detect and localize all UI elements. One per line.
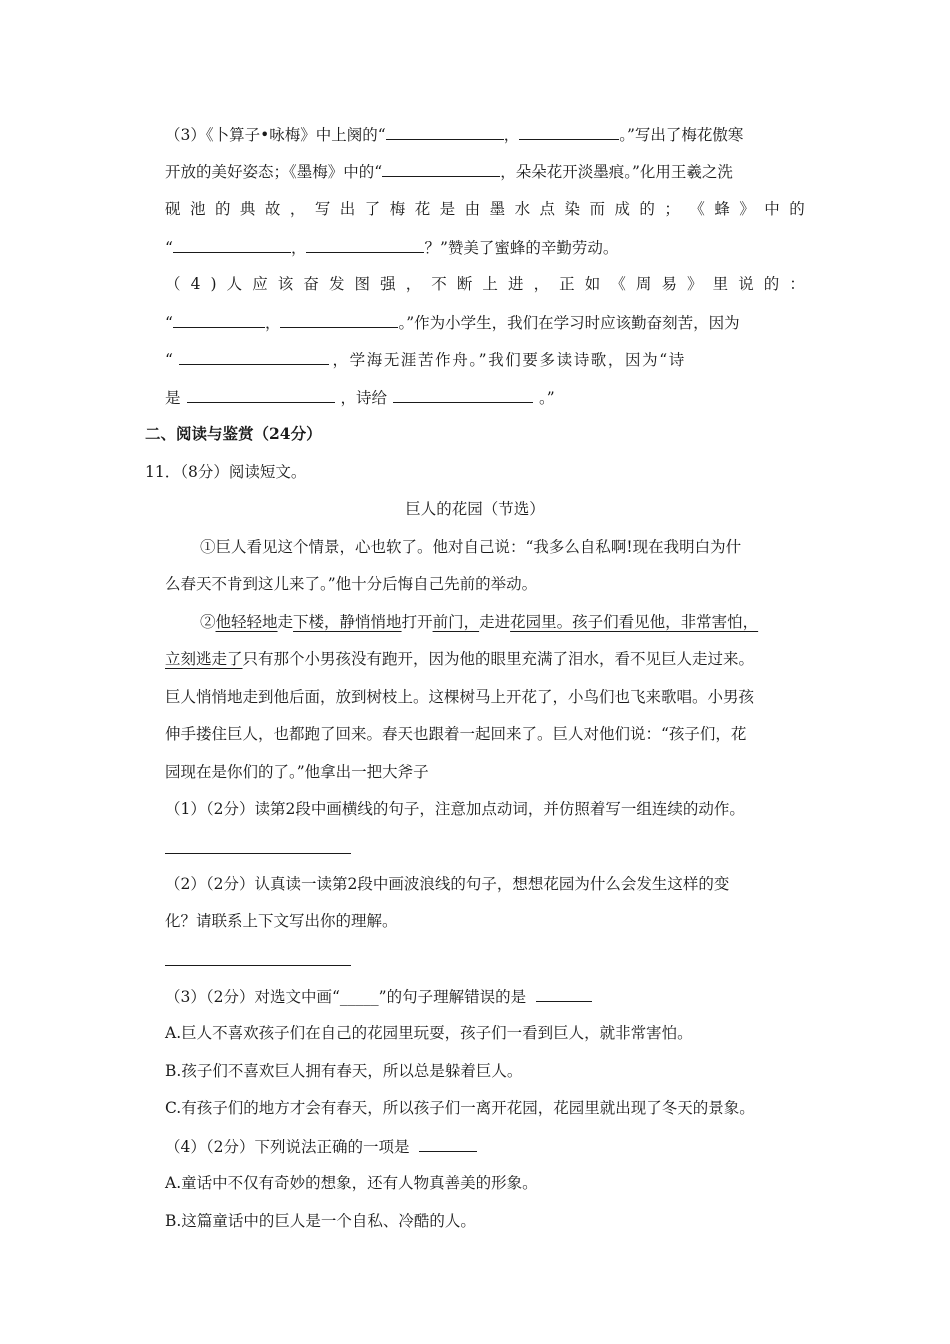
- justified-char: 了: [364, 200, 381, 218]
- underlined-phrase: 他轻轻地: [215, 613, 278, 631]
- q4-line-1: [165, 273, 805, 295]
- answer-blank[interactable]: [519, 123, 619, 140]
- passage-p2-line-4: 伸手搂住巨人，也都跑了回来。春天也跟着一起回来了。巨人对他们说：“孩子们，花: [165, 725, 747, 743]
- justified-char: ，: [289, 200, 306, 218]
- justified-char: 》: [739, 200, 755, 218]
- q11-intro: 11．（8分）阅读短文。: [145, 463, 307, 481]
- justified-char: 水: [514, 200, 531, 218]
- justified-char: 的: [214, 200, 231, 218]
- underlined-phrase: 前门，: [432, 613, 480, 631]
- justified-char: ): [210, 275, 217, 293]
- justified-char: 而: [589, 200, 605, 218]
- justified-char: 说: [738, 275, 754, 293]
- justified-char: 《: [689, 200, 705, 218]
- answer-line[interactable]: [165, 965, 351, 966]
- justified-char: 周: [635, 275, 652, 293]
- justified-char: 出: [339, 200, 356, 218]
- q4-line-4: 是 ，诗给 。”: [165, 386, 950, 409]
- justified-char: 的: [639, 200, 655, 218]
- passage-p1-line-1: ①巨人看见这个情景，心也软了。他对自己说：“我多么自私啊!现在我明白为什: [200, 538, 742, 556]
- passage-p2-line-1: ②他轻轻地走下楼，静悄悄地打开前门，走进花园里。孩子们看见他，非常害怕，: [200, 613, 759, 631]
- justified-char: 的: [789, 200, 805, 218]
- justified-char: 奋: [303, 275, 319, 293]
- q3-text: （3）《卜算子•咏梅》中上阕的“: [165, 126, 386, 144]
- passage-p1-line-2: 么春天不肯到这儿来了。”他十分后悔自己先前的举动。: [165, 575, 538, 593]
- answer-blank[interactable]: [280, 311, 398, 328]
- justified-char: ；: [664, 200, 680, 218]
- justified-char: 中: [764, 200, 780, 218]
- q3-line-3: [165, 198, 805, 220]
- answer-blank[interactable]: [419, 1135, 477, 1152]
- justified-char: 点: [539, 200, 556, 218]
- answer-blank[interactable]: [393, 386, 533, 403]
- q11-sub4: （4）（2分）下列说法正确的一项是: [165, 1135, 950, 1158]
- justified-char: 应: [252, 275, 268, 293]
- justified-char: 由: [464, 200, 481, 218]
- justified-char: 不: [431, 275, 447, 293]
- justified-char: 如: [584, 275, 601, 293]
- section-heading: 二、阅读与鉴赏（24分）: [145, 424, 322, 443]
- justified-char: ，: [533, 275, 550, 293]
- justified-char: 花: [414, 200, 431, 218]
- justified-char: 图: [354, 275, 371, 293]
- justified-char: 的: [763, 275, 780, 293]
- justified-char: 成: [614, 200, 630, 218]
- underlined-phrase: 下楼，静悄悄地: [293, 613, 402, 631]
- answer-line[interactable]: [165, 853, 351, 854]
- answer-blank[interactable]: [382, 160, 500, 177]
- passage-p2-line-2: 立刻逃走了只有那个小男孩没有跑开，因为他的眼里充满了泪水，看不见巨人走过来。: [165, 650, 755, 668]
- justified-char: 池: [189, 200, 206, 218]
- q11-sub3-option-c: C.有孩子们的地方才会有春天，所以孩子们一离开花园，花园里就出现了冬天的景象。: [165, 1099, 755, 1117]
- justified-char: 蜂: [714, 200, 730, 218]
- underlined-phrase: 花园里。孩子们看见他，非常害怕，: [510, 613, 759, 631]
- justified-char: 故: [264, 200, 281, 218]
- answer-blank[interactable]: [179, 348, 329, 365]
- justified-char: 上: [482, 275, 498, 293]
- answer-blank[interactable]: [306, 236, 424, 253]
- q11-sub2-line-2: 化？请联系上下文写出你的理解。: [165, 912, 398, 930]
- passage-p2-line-3: 巨人悄悄地走到他后面，放到树枝上。这棵树马上开花了，小鸟们也飞来歌唱。小男孩: [165, 688, 755, 706]
- q11-sub3: （3）（2分）对选文中画“_____”的句子理解错误的是: [165, 985, 950, 1008]
- justified-char: 易: [661, 275, 677, 293]
- justified-char: 墨: [489, 200, 506, 218]
- passage-p2-line-5: 园现在是你们的了。”他拿出一把大斧子: [165, 763, 429, 781]
- justified-char: 是: [439, 200, 456, 218]
- justified-char: 梅: [389, 200, 406, 218]
- q11-sub3-option-b: B.孩子们不喜欢巨人拥有春天，所以总是躲着巨人。: [165, 1062, 523, 1080]
- underlined-phrase: 立刻逃走了: [165, 650, 243, 668]
- q11-sub2-line-1: （2）（2分）认真读一读第2段中画波浪线的句子，想想花园为什么会发生这样的变: [165, 875, 730, 893]
- justified-char: 砚: [165, 200, 181, 218]
- justified-char: 人: [226, 275, 243, 293]
- justified-char: ，: [405, 275, 422, 293]
- q3-line-4: “ ， ？”赞美了蜜蜂的辛勤劳动。: [165, 236, 950, 259]
- q11-sub4-option-b: B.这篇童话中的巨人是一个自私、冷酷的人。: [165, 1212, 476, 1230]
- justified-char: 典: [239, 200, 256, 218]
- answer-blank[interactable]: [386, 123, 504, 140]
- justified-char: ：: [789, 275, 805, 293]
- justified-char: 强: [380, 275, 396, 293]
- answer-blank[interactable]: [173, 236, 291, 253]
- justified-char: 4: [190, 275, 201, 293]
- q3-line-2: 开放的美好姿态；《墨梅》中的“ ，朵朵花开淡墨痕。”化用王羲之洗: [165, 160, 950, 183]
- justified-char: 《: [610, 275, 626, 293]
- justified-char: 》: [687, 275, 703, 293]
- q11-sub1: （1）（2分）读第2段中画横线的句子，注意加点动词，并仿照着写一组连续的动作。: [165, 800, 745, 818]
- justified-char: 进: [508, 275, 524, 293]
- passage-title: 巨人的花园（节选）: [405, 500, 545, 518]
- justified-char: （: [165, 275, 181, 293]
- justified-char: 发: [328, 275, 345, 293]
- justified-char: 写: [314, 200, 331, 218]
- justified-char: 该: [277, 275, 294, 293]
- answer-blank[interactable]: [173, 311, 265, 328]
- q3-line-1: （3）《卜算子•咏梅》中上阕的“ ， 。”写出了梅花傲寒: [165, 123, 950, 146]
- q4-line-2: “ ， 。”作为小学生，我们在学习时应该勤奋刻苦，因为: [165, 311, 950, 334]
- answer-blank[interactable]: [187, 386, 335, 403]
- justified-char: 染: [564, 200, 581, 218]
- justified-char: 里: [712, 275, 729, 293]
- justified-char: 正: [559, 275, 575, 293]
- q11-sub3-option-a: A.巨人不喜欢孩子们在自己的花园里玩耍，孩子们一看到巨人，就非常害怕。: [165, 1024, 693, 1042]
- q4-line-3: “ ，学海无涯苦作舟。”我们要多读诗歌，因为“诗: [165, 348, 805, 371]
- answer-blank[interactable]: [536, 985, 592, 1002]
- q11-sub4-option-a: A.童话中不仅有奇妙的想象，还有人物真善美的形象。: [165, 1174, 538, 1192]
- justified-char: 断: [456, 275, 473, 293]
